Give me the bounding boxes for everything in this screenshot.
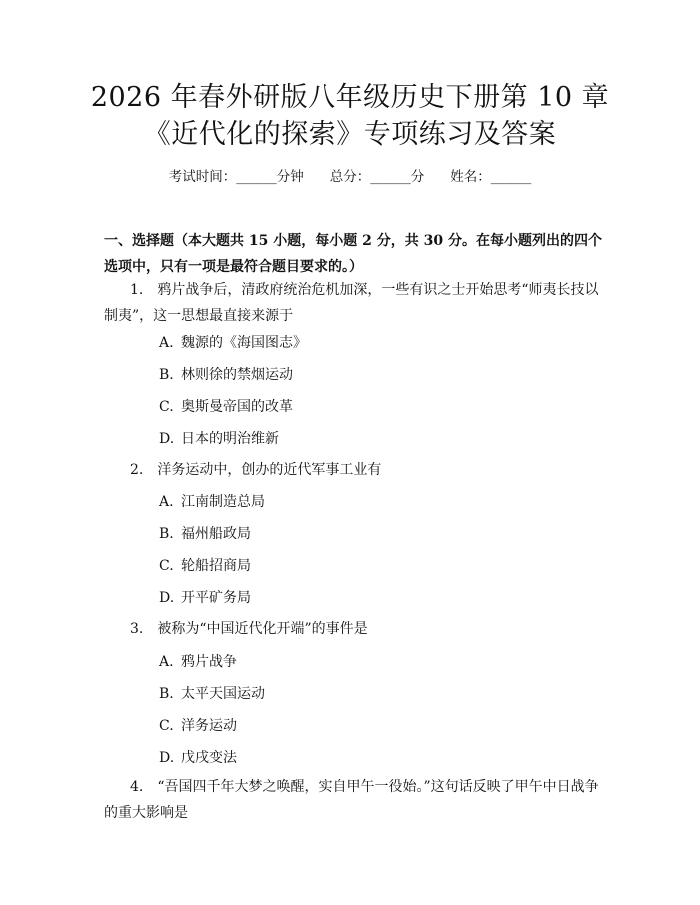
- question-1-option-a: [159, 333, 307, 353]
- option-label: C.: [159, 718, 174, 734]
- option-text: 鸦片战争: [181, 654, 237, 670]
- question-3-option-b: [159, 684, 265, 704]
- document-title-line2: 《近代化的探索》专项练习及答案: [143, 119, 557, 150]
- total-score-field: 总分：______分: [329, 169, 425, 185]
- option-label: D.: [159, 431, 175, 447]
- option-text: 戊戌变法: [181, 750, 237, 766]
- option-text: 太平天国运动: [181, 686, 265, 702]
- exam-time-field: 考试时间：______分钟: [168, 169, 304, 185]
- section-heading: 一、选择题（本大题共 15 小题，每小题 2 分，共 30 分。在每小题列出的四个选项中，只有一项是最符合题目要求的。）: [104, 233, 602, 275]
- question-1-text: 1. 鸦片战争后，清政府统治危机加深，一些有识之士开始思考“师夷长技以制夷”，这一思想最直接来源于: [104, 282, 599, 324]
- question-2-option-a: [159, 492, 265, 512]
- question-1-option-d: [159, 429, 279, 449]
- option-text: 江南制造总局: [181, 494, 265, 510]
- document-title-line1: 2026 年春外研版八年级历史下册第 10 章: [90, 82, 610, 113]
- option-label: B.: [159, 686, 174, 702]
- question-3-option-c: [159, 716, 237, 736]
- question-2-option-c: [159, 556, 251, 576]
- option-text: 林则徐的禁烟运动: [181, 367, 293, 383]
- option-label: D.: [159, 590, 175, 606]
- question-4-text: 4. “吾国四千年大梦之唤醒，实自甲午一役始。”这句话反映了甲午中日战争的重大影响是: [104, 779, 599, 821]
- option-text: 魏源的《海国图志》: [181, 335, 307, 351]
- option-text: 洋务运动: [181, 718, 237, 734]
- option-label: A.: [159, 335, 174, 351]
- option-label: C.: [159, 399, 174, 415]
- option-label: A.: [159, 654, 174, 670]
- option-text: 开平矿务局: [181, 590, 251, 606]
- question-3-text: 3. 被称为“中国近代化开端”的事件是: [130, 621, 368, 637]
- question-2-option-b: [159, 524, 251, 544]
- option-label: B.: [159, 367, 174, 383]
- question-2-option-d: [159, 588, 251, 608]
- option-label: D.: [159, 750, 175, 766]
- student-name-field: 姓名：______: [450, 169, 532, 185]
- option-label: B.: [159, 526, 174, 542]
- question-3-option-a: [159, 652, 237, 672]
- option-text: 福州船政局: [181, 526, 251, 542]
- option-text: 日本的明治维新: [181, 431, 279, 447]
- option-label: C.: [159, 558, 174, 574]
- question-1-option-c: [159, 397, 293, 417]
- exam-info: [0, 168, 700, 186]
- option-text: 轮船招商局: [181, 558, 251, 574]
- option-label: A.: [159, 494, 174, 510]
- question-2-text: 2. 洋务运动中，创办的近代军事工业有: [130, 462, 382, 478]
- option-text: 奥斯曼帝国的改革: [181, 399, 293, 415]
- question-3-option-d: [159, 748, 237, 768]
- question-1-option-b: [159, 365, 293, 385]
